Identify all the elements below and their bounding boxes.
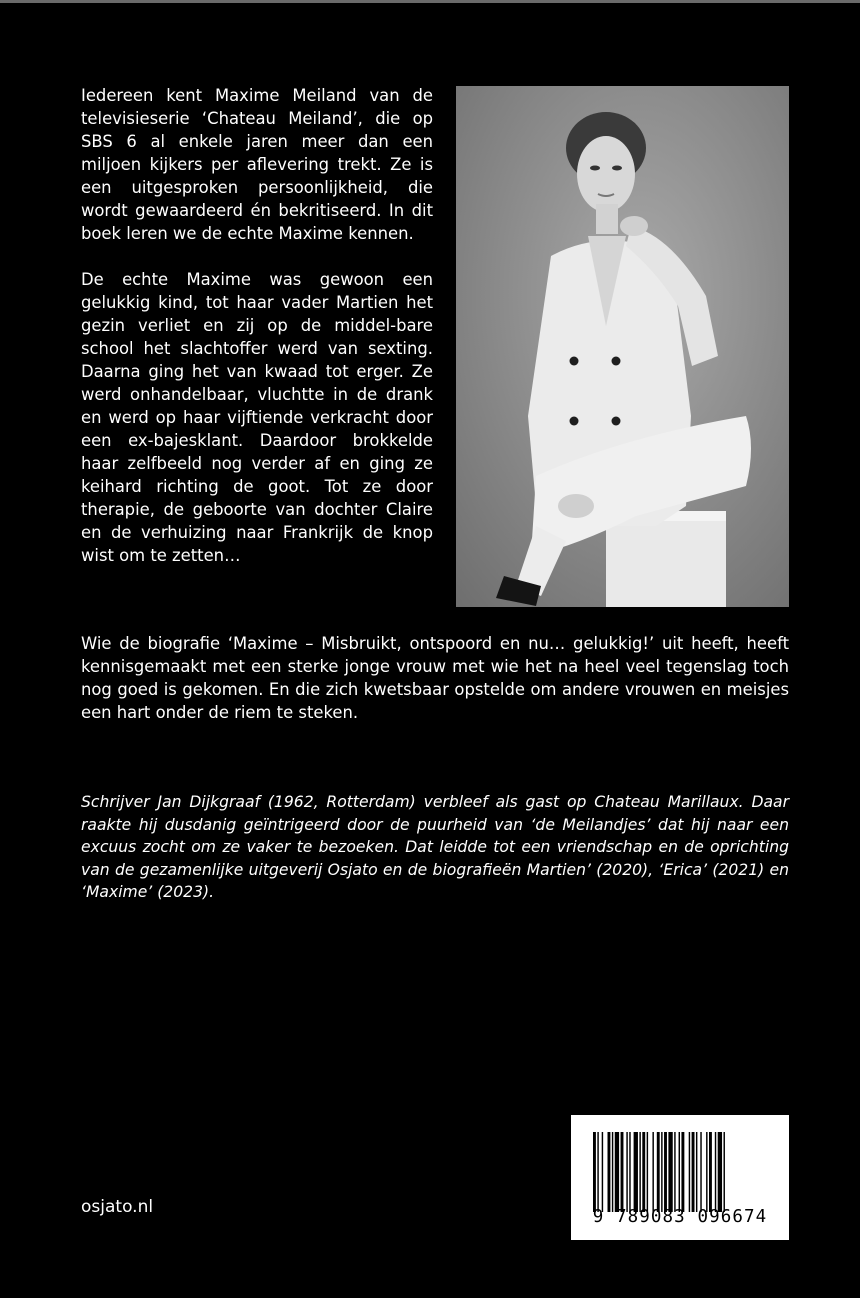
barcode-bar: [689, 1132, 690, 1212]
intro-paragraph-1: Iedereen kent Maxime Meiland van de televisieserie ‘Chateau Meiland’, die op SBS 6 al enkele jaren meer dan een miljoen kijkers per aflevering trekt. Ze is een uitgesproken persoonlijkheid, die wordt gewaardeerd én bekritiseerd. In dit boek leren we de echte Maxime kennen.: [81, 86, 433, 243]
barcode-bar: [612, 1132, 613, 1212]
intro-paragraph-2: De echte Maxime was gewoon een gelukkig kind, tot haar vader Martien het gezin verliet en zij op de middel-bare school het slachtoffer werd van sexting. Daarna ging het van kwaad tot erger. Ze werd onhandelbaar, vluchtte in de drank en werd op haar vijftiende verkracht door een ex-bajesklant. Daardoor brokkelde haar zelfbeeld nog verder af en ging ze keihard richting de goot. Tot ze door therapie, de geboorte van dochter Claire en de verhuizing naar Frankrijk de knop wist om te zetten…: [81, 270, 433, 565]
barcode-bar: [661, 1132, 662, 1212]
barcode-bar: [700, 1132, 701, 1212]
barcode-bar: [608, 1132, 611, 1212]
intro-text: [81, 84, 433, 567]
barcode-bar: [626, 1132, 627, 1212]
barcode-bar: [724, 1132, 725, 1212]
barcode-bar: [692, 1132, 695, 1212]
barcode-bar: [709, 1132, 712, 1212]
barcode-bar: [718, 1132, 722, 1212]
barcode-bar: [668, 1132, 672, 1212]
barcode-bar: [706, 1132, 707, 1212]
barcode-bar: [615, 1132, 619, 1212]
top-edge-line: [0, 0, 860, 3]
author-bio: Schrijver Jan Dijkgraaf (1962, Rotterdam) verbleef als gast op Chateau Marillaux. Daar raakte hij dusdanig geïntrigeerd door de puurheid van ‘de Meilandjes’ dat hij naar een excuus zocht om ze vaker te bezoeken. Dat leidde tot een vriendschap en de oprichting van de gezamenlijke uitgeverij Osjato en de biografieën Martien’ (2020), ‘Erica’ (2021) en ‘Maxime’ (2023).: [81, 793, 789, 902]
barcode-bar: [664, 1132, 667, 1212]
barcode-bar: [657, 1132, 660, 1212]
barcode-bar: [679, 1132, 680, 1212]
barcode-bar: [696, 1132, 697, 1212]
barcode-bar: [715, 1132, 716, 1212]
barcode-bar: [652, 1132, 653, 1212]
isbn-barcode: [571, 1115, 789, 1240]
closing-paragraph: Wie de biografie ‘Maxime – Misbruikt, ontspoord en nu… gelukkig!’ uit heeft, heeft kennisgemaakt met een sterke jonge vrouw met wie het na heel veel tegenslag toch nog goed is gekomen. En die zich kwetsbaar opstelde om andere vrouwen en meisjes een hart onder de riem te steken.: [81, 634, 789, 722]
barcode-bar: [647, 1132, 648, 1212]
barcode-bar: [629, 1132, 630, 1212]
barcode-bar: [593, 1132, 596, 1212]
barcode-bar: [681, 1132, 684, 1212]
barcode-bar: [674, 1132, 675, 1212]
barcode-bar: [634, 1132, 638, 1212]
barcode-bars: [593, 1132, 767, 1212]
isbn-number: 9 789083 096674: [592, 1207, 768, 1227]
barcode-bar: [621, 1132, 624, 1212]
barcode-bar: [639, 1132, 640, 1212]
barcode-bar: [597, 1132, 598, 1212]
barcode-bar: [602, 1132, 603, 1212]
publisher-website[interactable]: osjato.nl: [81, 1197, 154, 1217]
barcode-bar: [642, 1132, 645, 1212]
author-portrait-photo: [456, 86, 789, 607]
